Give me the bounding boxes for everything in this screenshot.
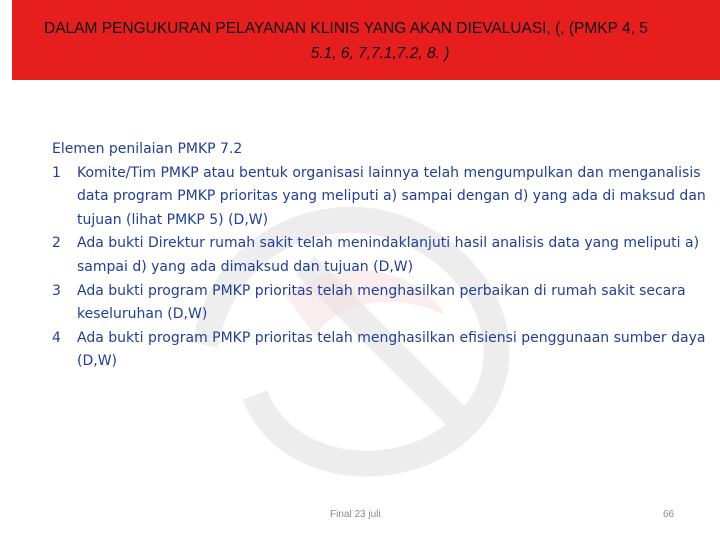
list-item xyxy=(52,327,712,374)
list-item-number: 1 xyxy=(52,164,61,181)
header-banner xyxy=(12,0,720,80)
section-heading: Elemen penilaian PMKP 7.2 xyxy=(52,141,243,157)
list-item-text: Komite/Tim PMKP atau bentuk organisasi lainnya telah mengumpulkan dan menganalisis data program PMKP prioritas yang meliputi a) sampai dengan d) yang ada di maksud dan tujuan (lihat PMKP 5) (D,W) xyxy=(77,164,706,228)
list-item-text: Ada bukti program PMKP prioritas telah menghasilkan efisiensi penggunaan sumber daya (D,W) xyxy=(77,329,706,370)
list-item-number: 3 xyxy=(52,282,61,299)
list-item-text: Ada bukti Direktur rumah sakit telah menindaklanjuti hasil analisis data yang meliputi a) sampai d) yang ada dimaksud dan tujuan (D,W) xyxy=(77,235,700,275)
banner-title-line2: 5.1, 6, 7,7.1,7.2, 8. ) xyxy=(310,45,450,62)
list-item xyxy=(52,280,712,327)
list-item-text: Ada bukti program PMKP prioritas telah menghasilkan perbaikan di rumah sakit secara keseluruhan (D,W) xyxy=(77,282,686,323)
list-item xyxy=(52,162,712,233)
assessment-elements xyxy=(52,138,712,374)
list-item-number: 2 xyxy=(52,235,61,252)
footer-label: Final 23 juli xyxy=(330,509,381,520)
list-item-number: 4 xyxy=(52,329,61,346)
list-item xyxy=(52,232,712,279)
banner-title-line1: DALAM PENGUKURAN PELAYANAN KLINIS YANG AKAN DIEVALUASI, (, (PMKP 4, 5 xyxy=(44,20,648,37)
page-number: 66 xyxy=(663,509,675,520)
